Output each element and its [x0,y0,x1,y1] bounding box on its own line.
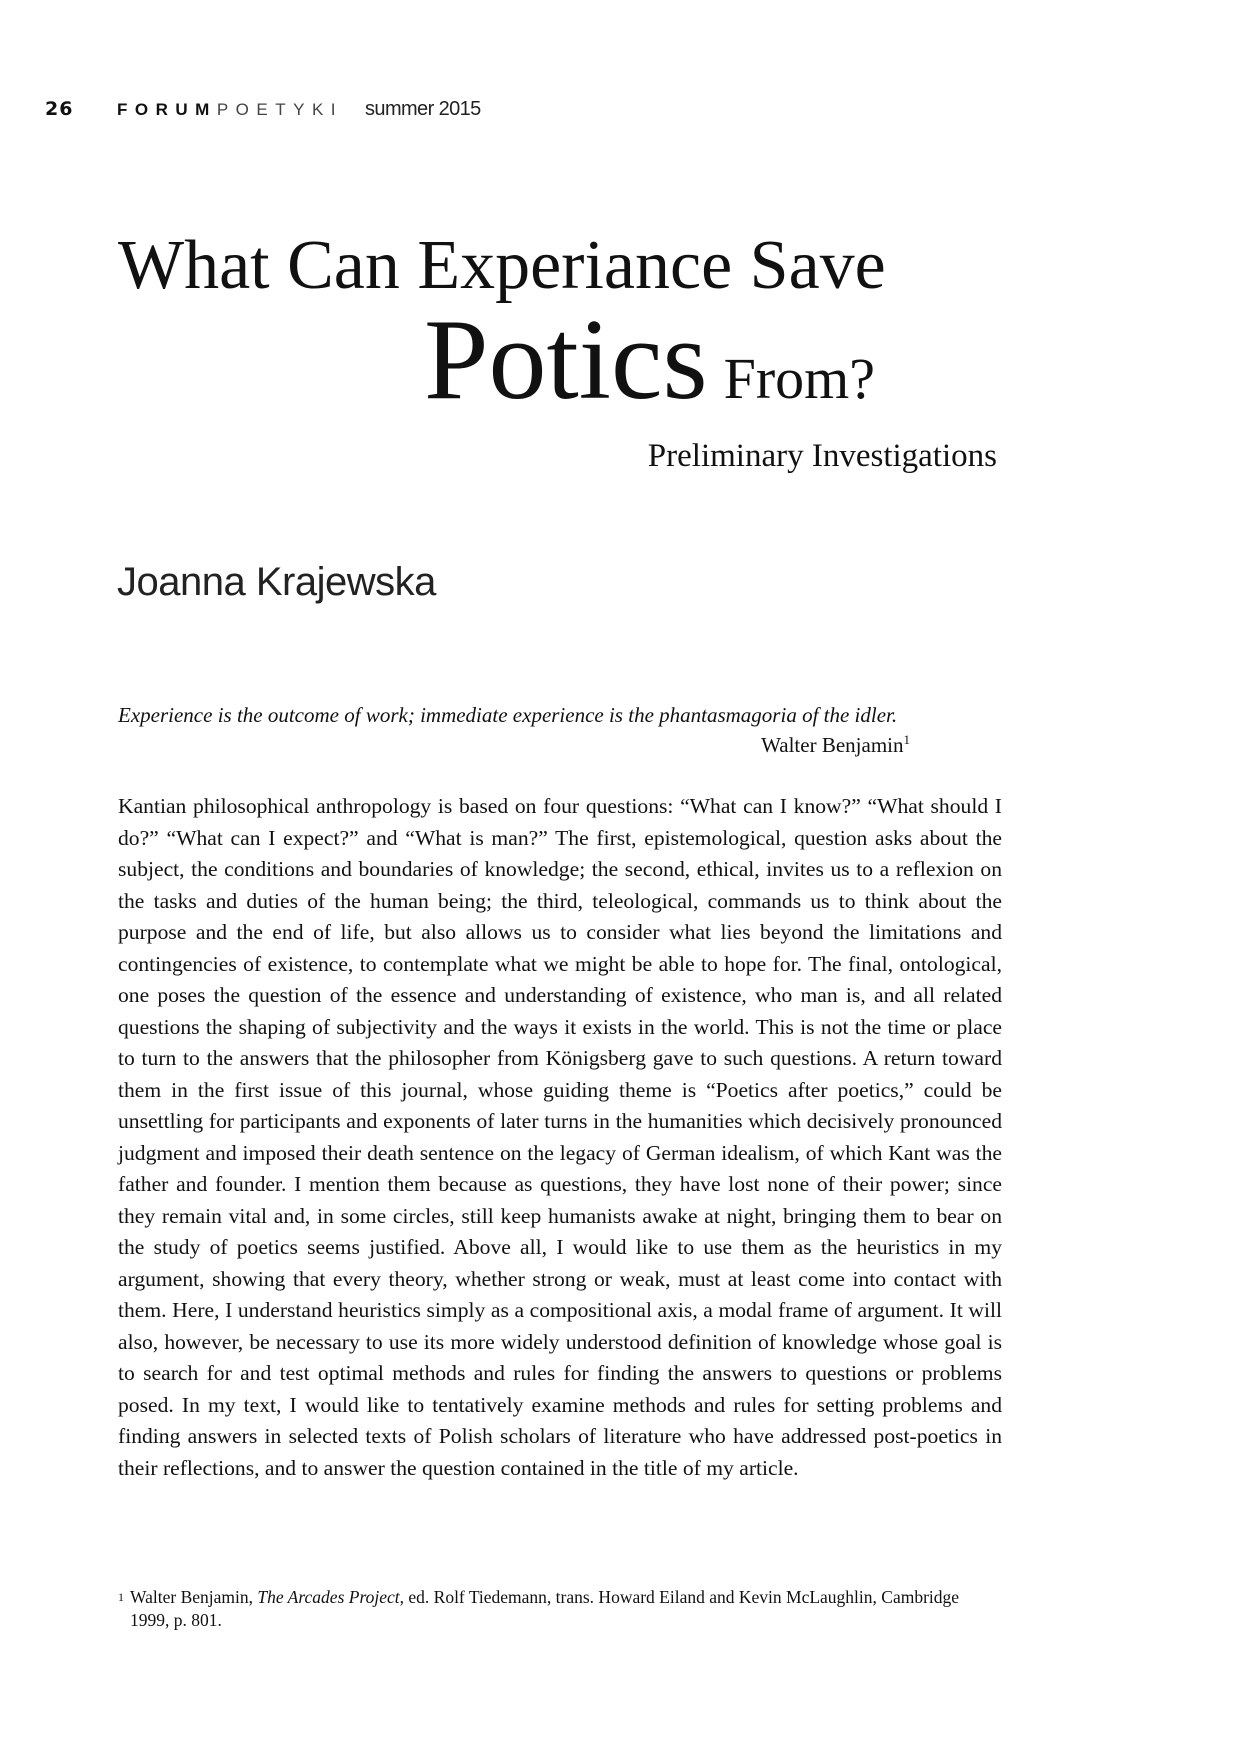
epigraph-quote: Experience is the outcome of work; immediate experience is the phantasmagoria of the idler. [118,703,898,727]
epigraph-author: Walter Benjamin [761,733,904,757]
running-header [45,98,481,128]
epigraph [118,700,914,760]
footnote-text [130,1586,998,1632]
journal-name-forum: FORUM [117,100,217,119]
footnote-reference[interactable]: 1 [903,732,910,747]
article-title-big-word: Potics [424,296,708,424]
footnote [118,1586,998,1632]
footnote-marker: 1 [118,1590,124,1604]
page-number: 26 [45,98,74,120]
article-title-small-word: From? [723,346,876,411]
footnote-text-before: Walter Benjamin, [130,1587,258,1607]
epigraph-source [118,730,914,760]
footnote-row [118,1586,998,1632]
body-paragraph: Kantian philosophical anthropology is based on four questions: “What can I know?” “What should I do?” “What can I expect?” and “What is man?” The first, epistemological, question asks about the subject, the conditions and boundaries of knowledge; the second, ethical, invites us to a reflexion on the tasks and duties of the human being; the third, teleological, commands us to think about the purpose and the end of life, but also allows us to consider what lies beyond the limitations and contingencies of existence, to contemplate what we might be able to hope for. The final, ontological, one poses the question of the essence and understanding of existence, who man is, and all related questions the shaping of subjectivity and the ways it exists in the world. This is not the time or place to turn to the answers that the philosopher from Königsberg gave to such questions. A return toward them in the first issue of this journal, whose guiding theme is “Poetics after poetics,” could be unsettling for participants and exponents of later turns in the humanities which decisively pronounced judgment and imposed their death sentence on the legacy of German idealism, of which Kant was the father and founder. I mention them because as questions, they have lost none of their power; since they remain vital and, in some circles, still keep humanists awake at night, bringing them to bear on the study of poetics seems justified. Above all, I would like to use them as the heuristics in my argument, showing that every theory, whether strong or weak, must at least come into contact with them. Here, I understand heuristics simply as a compositional axis, a modal frame of argument. It will also, however, be necessary to use its more widely understood definition of knowledge whose goal is to search for and test optimal methods and rules for finding the answers to questions or problems posed. In my text, I would like to tentatively examine methods and rules for setting problems and finding answers in selected texts of Polish scholars of literature who have addressed post-poetics in their reflections, and to answer the question contained in the title of my article. [118,794,1002,1480]
author-name: Joanna Krajewska [117,560,436,604]
journal-name-poetyki: POETYKI [216,100,344,119]
footnote-text-after: , ed. Rolf Tiedemann, trans. Howard Eiland and Kevin McLaughlin, Cambridge 1999, p. 801. [130,1587,960,1630]
article-subtitle: Preliminary Investigations [647,438,997,474]
article-title-line-2 [424,296,876,424]
footnote-book-title: The Arcades Project [257,1587,400,1607]
article-title-line-1: What Can Experiance Save [118,227,886,304]
issue-label: summer 2015 [365,98,481,120]
